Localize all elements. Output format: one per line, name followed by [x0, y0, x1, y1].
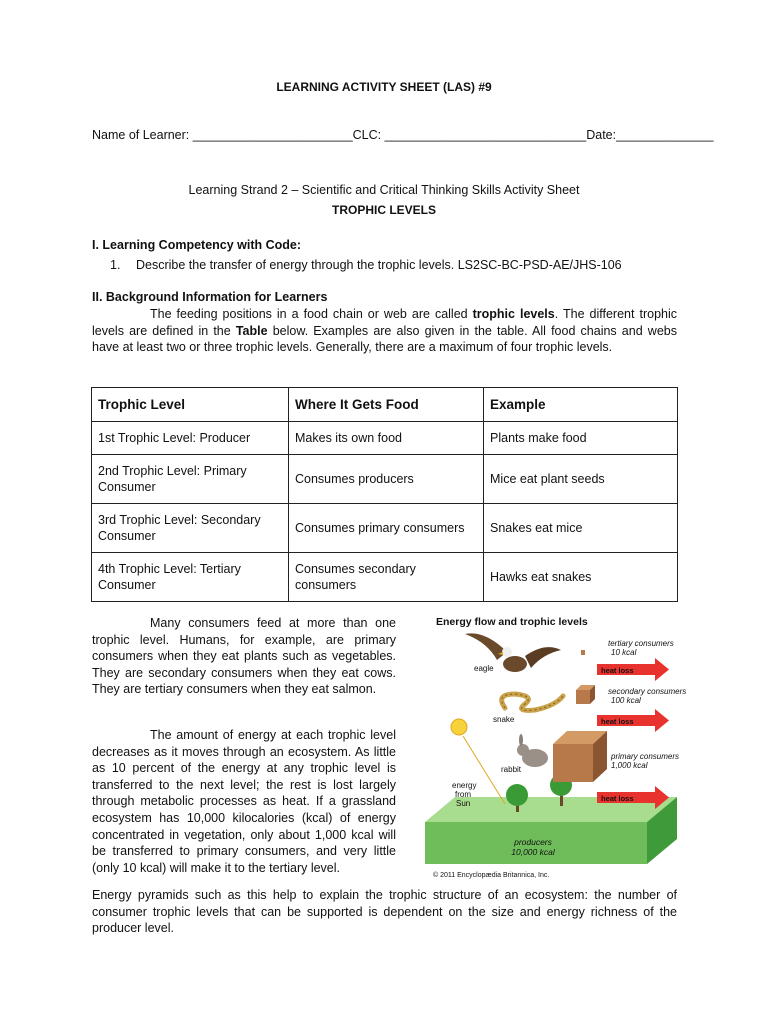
table-cell: Consumes producers: [289, 455, 484, 504]
snake-label: snake: [493, 715, 515, 724]
p1-bold-table: Table: [235, 323, 268, 338]
figure-copyright: © 2011 Encyclopædia Britannica, Inc.: [433, 872, 550, 879]
p1-text-c: below. Examples are also given in the table. All food chains and webs have at least two or three trophic levels. Generally, there are a maximum of four trophic levels.: [92, 323, 677, 355]
rabbit-label: rabbit: [501, 765, 522, 774]
table-cell: Mice eat plant seeds: [484, 455, 678, 504]
clc-label: CLC:: [352, 128, 385, 142]
sun-icon: [451, 719, 467, 735]
section-2-heading: II. Background Information for Learners: [92, 290, 328, 304]
tertiary-kcal: 10 kcal: [611, 648, 637, 657]
learner-info-row: [92, 128, 714, 142]
name-field[interactable]: _______________________: [192, 128, 353, 142]
sun-label-2: from: [455, 790, 471, 799]
table-cell: Makes its own food: [289, 422, 484, 455]
primary-kcal: 1,000 kcal: [611, 761, 648, 770]
table-cell: Snakes eat mice: [484, 504, 678, 553]
tertiary-label: tertiary consumers: [608, 639, 674, 648]
pyramid-paragraph: Energy pyramids such as this help to explain the trophic structure of an ecosystem: the number of consumer trophic levels that can be supported is dependent on the size and energy richness of the producer level.: [92, 888, 677, 936]
secondary-energy-box: [576, 685, 595, 704]
heat-loss-label: heat loss: [601, 717, 634, 726]
table-header-row: [92, 388, 678, 422]
sun-label-3: Sun: [456, 799, 471, 808]
secondary-label: secondary consumers: [608, 687, 687, 696]
header-where-food: Where It Gets Food: [289, 388, 484, 422]
date-label: Date:: [586, 128, 617, 142]
date-field[interactable]: ______________: [616, 128, 714, 142]
p1-bold-trophic-levels: trophic levels: [472, 307, 555, 321]
table-row: [92, 553, 678, 602]
secondary-kcal: 100 kcal: [611, 696, 641, 705]
competency-item: [110, 258, 622, 272]
competency-number: 1.: [110, 258, 121, 272]
producers-kcal: 10,000 kcal: [511, 847, 555, 857]
figure-title: Energy flow and trophic levels: [436, 616, 588, 628]
table-row: [92, 422, 678, 455]
primary-energy-box: [553, 731, 607, 782]
p1-text-b: . The different trophic levels are defined in the: [92, 307, 677, 338]
primary-label: primary consumers: [611, 752, 680, 761]
worksheet-title: LEARNING ACTIVITY SHEET (LAS) #9: [276, 80, 492, 94]
table-cell: 2nd Trophic Level: Primary Consumer: [92, 455, 289, 504]
header-example: Example: [484, 388, 678, 422]
name-label: Name of Learner:: [92, 128, 193, 142]
producers-label: producers: [514, 837, 552, 847]
sun-label-1: energy: [452, 781, 477, 790]
competency-text: Describe the transfer of energy through the trophic levels. LS2SC-BC-PSD-AE/JHS-106: [136, 258, 622, 272]
heat-loss-label: heat loss: [601, 666, 634, 675]
eagle-label: eagle: [474, 664, 494, 673]
consumers-paragraph: Many consumers feed at more than one trophic level. Humans, for example, are primary consumers when they eat plants such as vegetables. They are secondary consumers when they eat cows. They are tertiary consumers when they eat salmon.: [92, 616, 396, 697]
section-1-heading: I. Learning Competency with Code:: [92, 238, 302, 252]
clc-field[interactable]: _____________________________: [384, 128, 587, 142]
background-paragraph: [92, 306, 677, 356]
rabbit-icon: [517, 734, 548, 767]
table-row: [92, 504, 678, 553]
p1-text-a: The feeding positions in a food chain or web are called: [150, 307, 473, 321]
table-cell: Plants make food: [484, 422, 678, 455]
table-row: [92, 455, 678, 504]
tertiary-energy-box: [581, 650, 585, 655]
table-cell: Consumes primary consumers: [289, 504, 484, 553]
header-trophic-level: Trophic Level: [92, 388, 289, 422]
snake-icon: [502, 694, 563, 710]
table-cell: 3rd Trophic Level: Secondary Consumer: [92, 504, 289, 553]
table-cell: 1st Trophic Level: Producer: [92, 422, 289, 455]
learning-strand: Learning Strand 2 – Scientific and Critical Thinking Skills Activity Sheet: [188, 183, 580, 197]
table-cell: 4th Trophic Level: Tertiary Consumer: [92, 553, 289, 602]
table-cell: Consumes secondary consumers: [289, 553, 484, 602]
table-cell: Hawks eat snakes: [484, 553, 678, 602]
heat-loss-label: heat loss: [601, 794, 634, 803]
energy-paragraph: The amount of energy at each trophic level decreases as it moves through an ecosystem. As little as 10 percent of the energy at any trophic level is transferred to the next level; the rest is lost largely through metabolic processes as heat. If a grassland ecosystem has 10,000 kilocalories (kcal) of energy concentrated in vegetation, only about 1,000 kcal will be transferred to primary consumers, and very little (only 10 kcal) will make it to the tertiary level.: [92, 728, 396, 875]
topic-title: TROPHIC LEVELS: [331, 203, 436, 217]
energy-flow-figure: [425, 612, 707, 882]
trophic-levels-table: [91, 387, 678, 602]
